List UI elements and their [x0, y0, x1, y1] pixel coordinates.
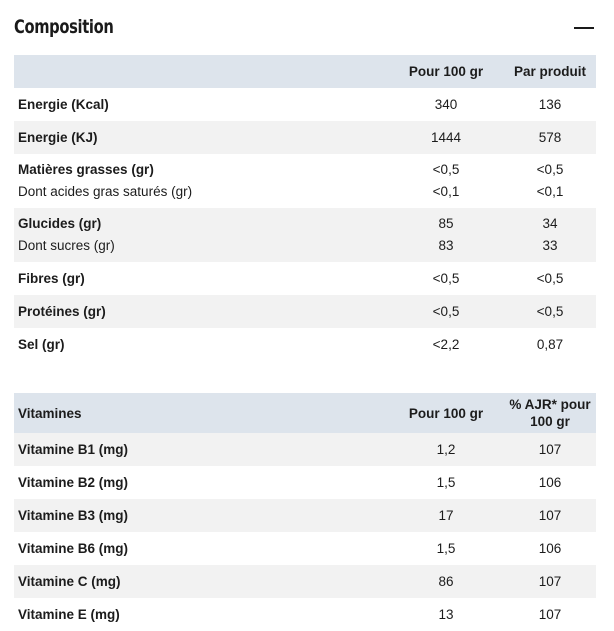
per-100g-cell — [388, 328, 504, 361]
table-row — [14, 262, 596, 295]
vitamin-label: Vitamine B2 (mg) — [18, 475, 129, 490]
ajr-value: 107 — [504, 565, 596, 598]
table-row — [14, 328, 596, 361]
per-100g-value: 83 — [438, 238, 454, 253]
minus-icon — [574, 27, 594, 29]
per-product-value: <0,5 — [536, 304, 564, 319]
per-100g-cell — [388, 208, 504, 262]
per-product-value: 0,87 — [536, 337, 564, 352]
per-product-value: <0,5 — [536, 271, 564, 286]
nutrient-label: Energie (KJ) — [18, 130, 98, 145]
vitamin-label: Vitamine C (mg) — [14, 565, 388, 598]
ajr-value: 107 — [538, 607, 562, 622]
nutrient-label: Sel (gr) — [18, 337, 65, 352]
per-product-cell — [504, 262, 596, 295]
table-row — [14, 208, 596, 262]
per-product-value: 33 — [542, 238, 558, 253]
per-100g-value: <0,5 — [432, 271, 460, 286]
per-100g-cell — [388, 88, 504, 121]
column-header-per-100g: Pour 100 gr — [388, 393, 504, 433]
nutrient-cell — [14, 328, 388, 361]
per-product-value: 578 — [538, 130, 562, 145]
per-100g-value: 86 — [388, 565, 504, 598]
ajr-value: 107 — [504, 499, 596, 532]
nutrient-label: Matières grasses (gr) — [18, 162, 154, 177]
column-header-ajr: % AJR* pour 100 gr — [504, 393, 596, 433]
collapse-button[interactable] — [574, 17, 594, 37]
per-100g-cell — [388, 295, 504, 328]
per-product-value: 136 — [538, 97, 562, 112]
per-product-value: <0,1 — [536, 184, 564, 199]
vitamin-label: Vitamine E (mg) — [18, 607, 120, 622]
vitamin-label: Vitamine B6 (mg) — [18, 541, 129, 556]
nutrient-label: Fibres (gr) — [18, 271, 85, 286]
table-row — [14, 433, 596, 466]
nutrient-cell — [14, 121, 388, 154]
nutrient-cell — [14, 88, 388, 121]
vitamins-header-row — [14, 393, 596, 433]
column-header-per-product: Par produit — [504, 55, 596, 88]
per-100g-value: <2,2 — [432, 337, 460, 352]
table-row — [14, 121, 596, 154]
composition-header — [14, 12, 594, 42]
ajr-value: 106 — [538, 541, 562, 556]
vitamins-table — [14, 393, 596, 631]
per-product-cell — [504, 295, 596, 328]
per-100g-value: 1444 — [430, 130, 462, 145]
table-row — [14, 598, 596, 631]
nutrient-label: Glucides (gr) — [18, 216, 102, 231]
per-100g-value: 1,2 — [388, 433, 504, 466]
per-100g-value: <0,1 — [432, 184, 460, 199]
nutrient-label: Protéines (gr) — [18, 304, 106, 319]
column-header-vitamins: Vitamines — [14, 393, 388, 433]
composition-header-row — [14, 55, 596, 88]
table-row — [14, 466, 596, 499]
table-row — [14, 532, 596, 565]
nutrient-cell — [14, 154, 388, 208]
per-100g-value: 1,5 — [436, 475, 456, 490]
table-row — [14, 499, 596, 532]
per-product-value: 34 — [542, 216, 558, 231]
vitamin-label: Vitamine B1 (mg) — [14, 433, 388, 466]
nutrient-label: Dont acides gras saturés (gr) — [18, 184, 193, 199]
table-row — [14, 154, 596, 208]
table-row — [14, 88, 596, 121]
per-100g-cell — [388, 154, 504, 208]
per-100g-value: 1,5 — [436, 541, 456, 556]
per-100g-value: 17 — [388, 499, 504, 532]
per-product-cell — [504, 88, 596, 121]
composition-table — [14, 55, 596, 361]
per-100g-value: 85 — [438, 216, 454, 231]
section-title: Composition — [14, 16, 114, 38]
ajr-value: 106 — [538, 475, 562, 490]
per-product-cell — [504, 121, 596, 154]
per-product-cell — [504, 328, 596, 361]
vitamin-label: Vitamine B3 (mg) — [14, 499, 388, 532]
per-100g-cell — [388, 121, 504, 154]
column-header-nutrient — [14, 55, 388, 88]
nutrient-label: Dont sucres (gr) — [18, 238, 115, 253]
per-product-value: <0,5 — [536, 162, 564, 177]
nutrient-cell — [14, 295, 388, 328]
column-header-per-100g: Pour 100 gr — [388, 55, 504, 88]
nutrient-cell — [14, 262, 388, 295]
table-row — [14, 565, 596, 598]
per-100g-value: 340 — [434, 97, 458, 112]
table-row — [14, 295, 596, 328]
per-product-cell — [504, 208, 596, 262]
per-product-cell — [504, 154, 596, 208]
per-100g-value: 13 — [438, 607, 454, 622]
per-100g-value: <0,5 — [432, 304, 460, 319]
ajr-value: 107 — [504, 433, 596, 466]
nutrient-label: Energie (Kcal) — [18, 97, 109, 112]
per-100g-cell — [388, 262, 504, 295]
per-100g-value: <0,5 — [432, 162, 460, 177]
nutrient-cell — [14, 208, 388, 262]
